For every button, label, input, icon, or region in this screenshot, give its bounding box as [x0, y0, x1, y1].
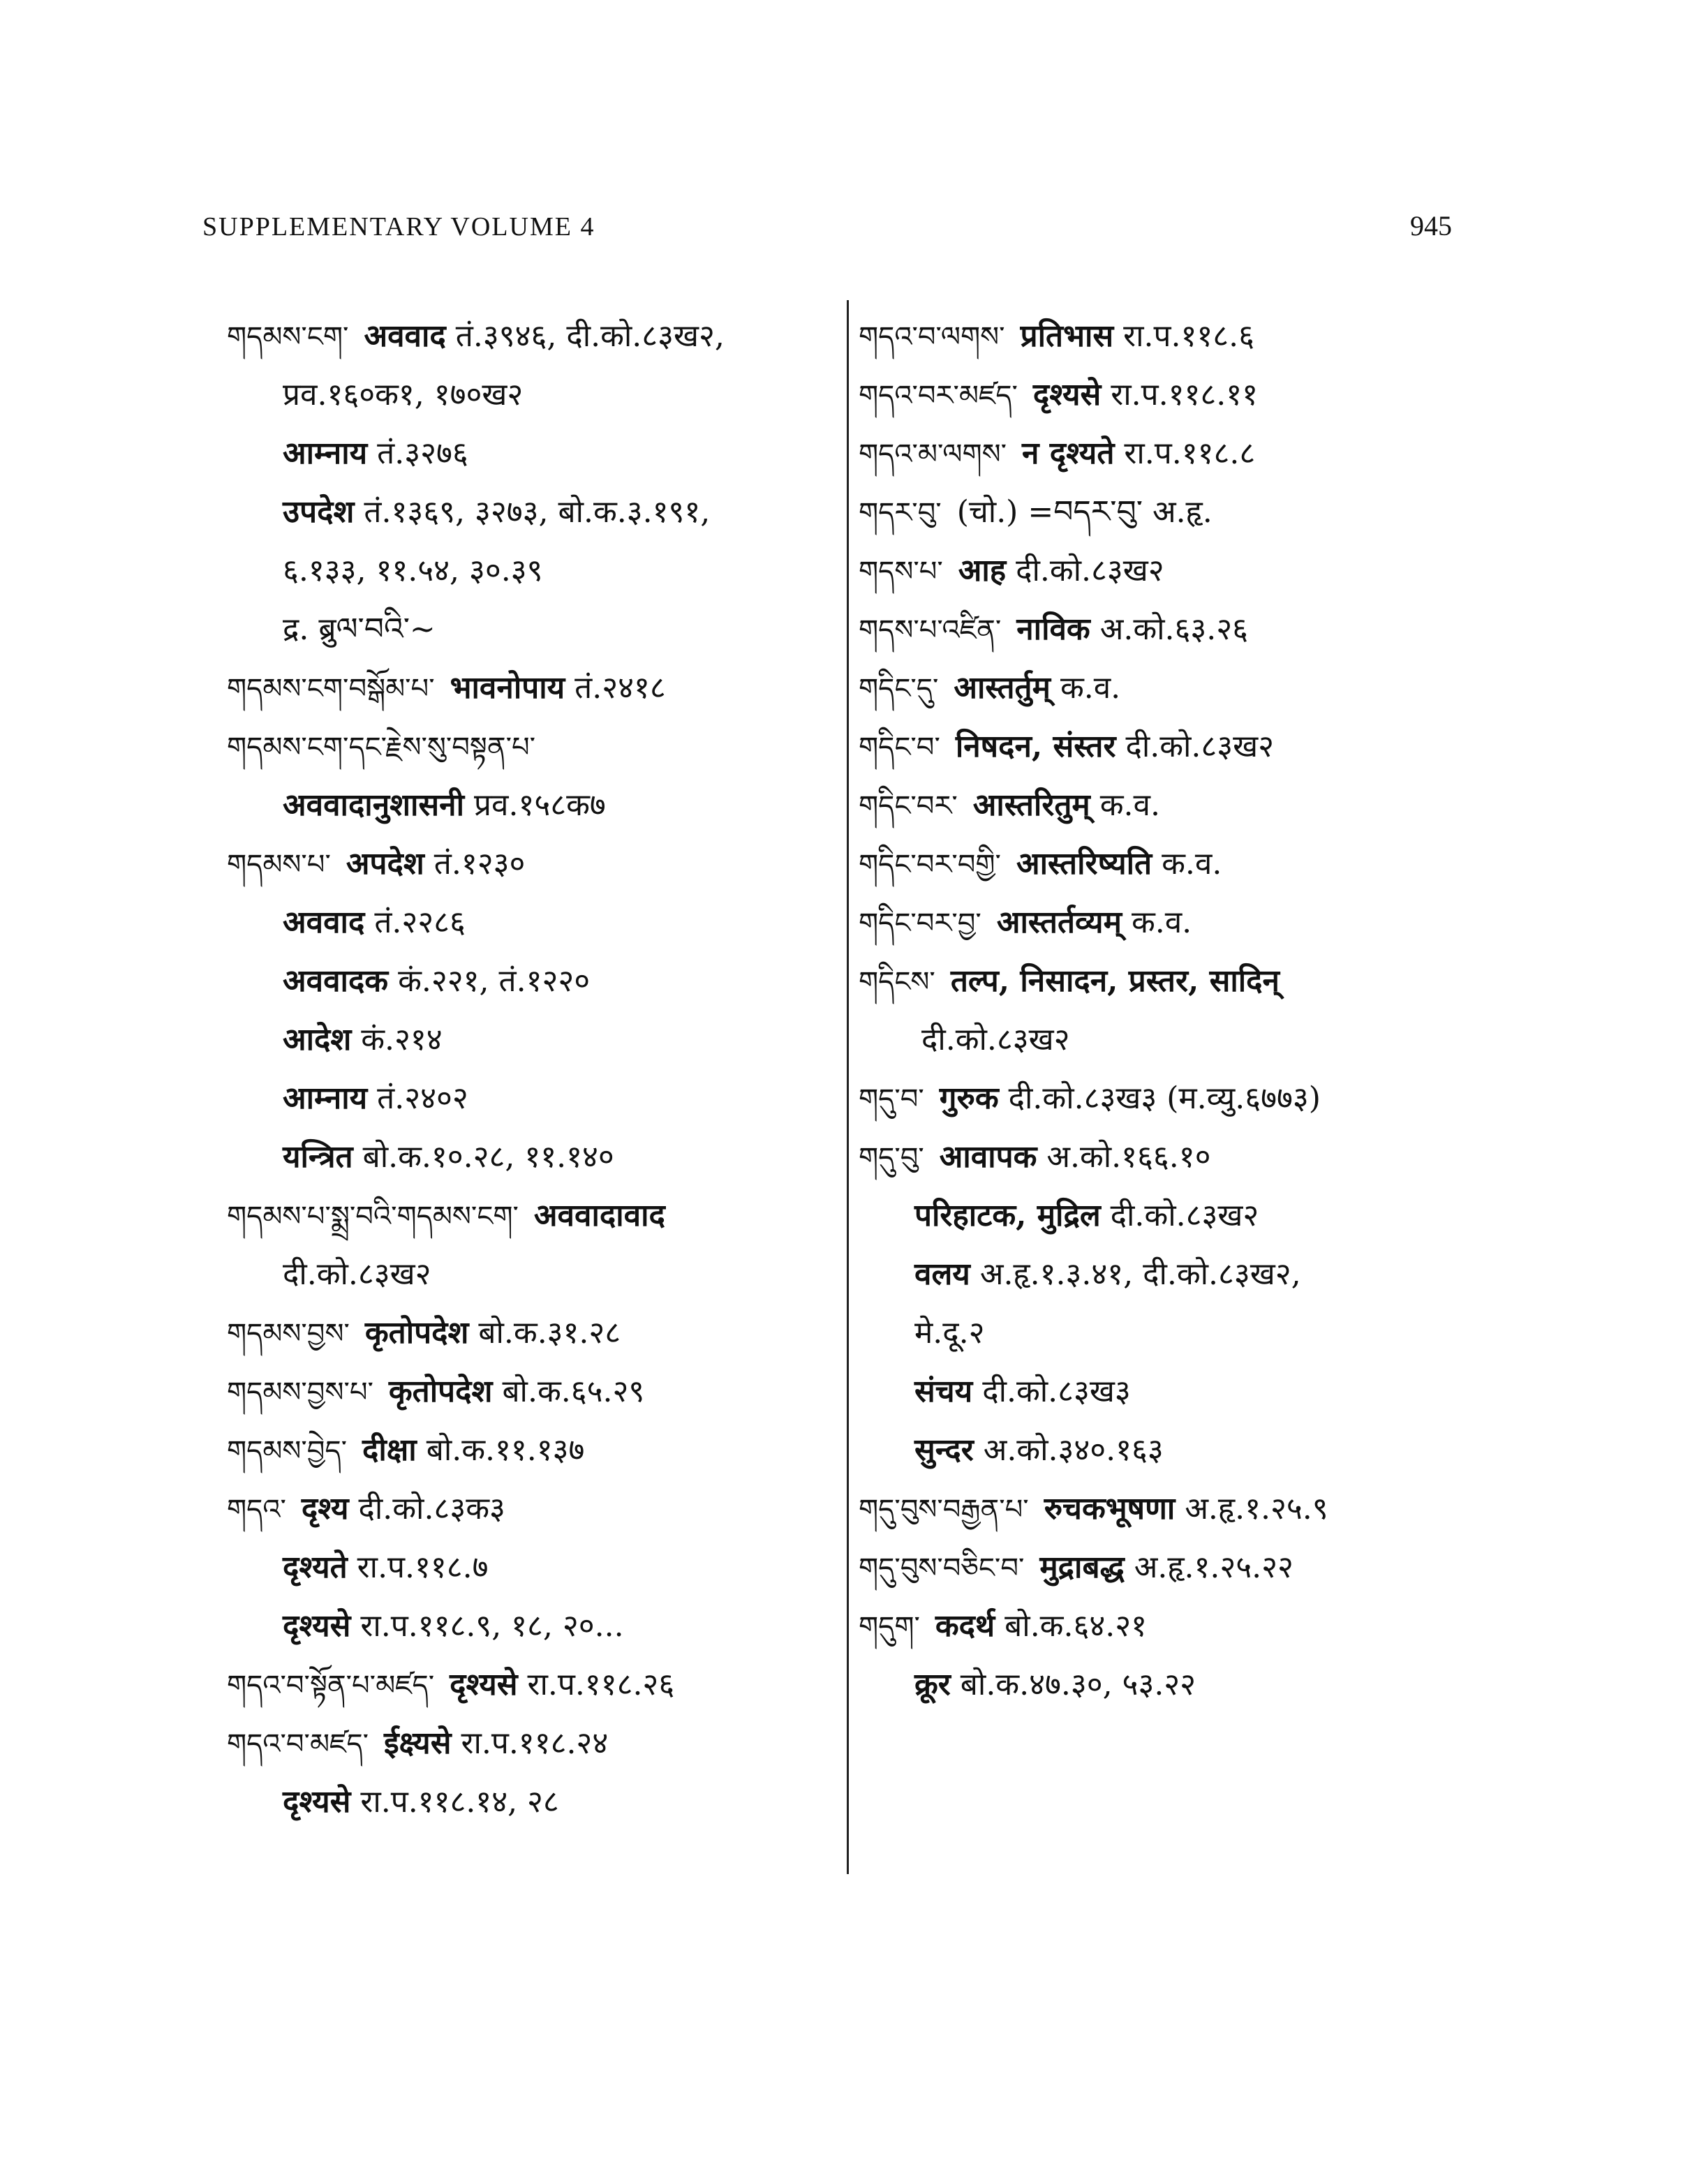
sanskrit-equivalent: दृश्यसे — [450, 1667, 518, 1702]
dictionary-entry — [859, 1069, 1459, 1128]
source-reference: रा.प.११८.१४, २८ — [360, 1784, 559, 1820]
tibetan-headword: གདའ་མ་ལགས་ — [859, 438, 1007, 470]
running-head: SUPPLEMENTARY VOLUME 4 — [202, 212, 595, 242]
sanskrit-equivalent: अववाद — [283, 905, 365, 940]
dictionary-entry — [859, 776, 1459, 835]
tibetan-headword: གདམས་ངག་དང་རྗེས་སུ་བསྟན་པ་ — [227, 731, 536, 764]
dictionary-entry — [227, 483, 841, 542]
dictionary-entry — [859, 952, 1459, 1011]
sanskrit-equivalent: सुन्दर — [914, 1432, 974, 1468]
dictionary-entry — [859, 1656, 1459, 1714]
sanskrit-equivalent: अववाद — [364, 318, 446, 354]
source-reference: तं.२४१८ — [575, 670, 666, 706]
source-reference: बो.क.६५.२९ — [502, 1374, 645, 1409]
source-reference: रा.प.११८.६ — [1123, 318, 1255, 354]
source-reference: क.व. — [1060, 670, 1121, 706]
source-reference: (चो.) =བདར་བུ་ अ.हृ. — [956, 494, 1213, 530]
source-reference: दी.को.८३क३ — [358, 1491, 505, 1526]
source-reference: क.व. — [1131, 905, 1192, 940]
source-reference: अ.हृ.१.२५.२२ — [1134, 1550, 1294, 1585]
dictionary-entry — [227, 1362, 841, 1421]
sanskrit-equivalent: वलय — [914, 1256, 970, 1292]
tibetan-headword: གདུ་བ་ — [859, 1083, 924, 1115]
source-reference: तं.३९४६, दी.को.८३ख२, — [455, 318, 725, 354]
source-reference: प्रव.१६०क१, १७०ख२ — [283, 377, 524, 413]
sanskrit-equivalent: तल्प, निसादन, प्रस्तर, सादिन् — [950, 963, 1280, 999]
source-reference: प्रव.१५८क७ — [474, 787, 606, 823]
dictionary-entry — [859, 1245, 1459, 1304]
tibetan-headword: གདའ་ — [227, 1494, 286, 1526]
sanskrit-equivalent: अववादक — [283, 963, 389, 999]
sanskrit-equivalent: उपदेश — [283, 494, 355, 530]
source-reference: अ.को.६३.२६ — [1099, 611, 1249, 647]
dictionary-entry — [227, 1011, 841, 1069]
tibetan-headword: གདའ་བ་སྟོན་པ་མཛད་ — [227, 1670, 435, 1702]
tibetan-headword: གདས་པ་འཛིན་ — [859, 614, 1002, 646]
sanskrit-equivalent: भावनोपाय — [450, 670, 565, 706]
tibetan-headword: གདུག་ — [859, 1611, 920, 1643]
tibetan-headword: གདུ་བུ་ — [859, 1142, 924, 1174]
tibetan-headword: གདམས་བྱེད་ — [227, 1435, 347, 1467]
tibetan-headword: གདའ་བ་ལགས་ — [859, 321, 1005, 353]
source-reference: रा.प.११८.२४ — [461, 1725, 609, 1761]
sanskrit-equivalent: आस्तरितुम् — [972, 787, 1090, 823]
dictionary-entry — [227, 1656, 841, 1714]
tibetan-headword: གདམས་པ་ — [227, 849, 331, 881]
source-reference: बो.क.४७.३०, ५३.२२ — [960, 1667, 1196, 1702]
dictionary-entry — [859, 1011, 1459, 1069]
tibetan-headword: གདུ་བུས་བརྒྱན་པ་ — [859, 1494, 1029, 1526]
tibetan-headword: གདིང་བར་བགྱི་ — [859, 849, 1001, 881]
source-reference: अ.हृ.१.३.४१, दी.को.८३ख२, — [979, 1256, 1301, 1292]
sanskrit-equivalent: गुरुक — [939, 1080, 999, 1116]
dictionary-entry — [227, 1480, 841, 1538]
sanskrit-equivalent: अपदेश — [346, 846, 424, 882]
tibetan-headword: གདམས་པ་སྨྲ་བའི་གདམས་ངག་ — [227, 1201, 519, 1233]
dictionary-entry — [859, 1538, 1459, 1597]
dictionary-entry — [227, 1187, 841, 1245]
sanskrit-equivalent: कदर्थ — [935, 1608, 995, 1644]
sanskrit-equivalent: यन्त्रित — [283, 1139, 353, 1175]
source-reference: दी.को.८३ख२ — [1110, 1198, 1259, 1233]
source-reference: रा.प.११८.९, १८, २०... — [360, 1608, 624, 1644]
sanskrit-equivalent: दीक्षा — [362, 1432, 417, 1468]
sanskrit-equivalent: दृश्यसे — [1032, 377, 1102, 413]
source-reference: अ.हृ.१.२५.९ — [1185, 1491, 1328, 1526]
source-reference: अ.को.१६६.१० — [1046, 1139, 1211, 1175]
dictionary-entry — [227, 835, 841, 893]
sanskrit-equivalent: दृश्यसे — [283, 1784, 351, 1820]
source-reference: रा.प.११८.११ — [1111, 377, 1258, 413]
tibetan-headword: གདམས་ངག་བསྒོམ་པ་ — [227, 673, 435, 705]
source-reference: दी.को.८३ख२ — [921, 1022, 1070, 1057]
sanskrit-equivalent: दृश्यसे — [283, 1608, 351, 1644]
dictionary-entry — [859, 483, 1459, 542]
source-reference: दी.को.८३ख२ — [283, 1256, 431, 1292]
source-reference: द्र. ब्रुལ་བའི་~ — [283, 611, 436, 647]
sanskrit-equivalent: आस्तर्तव्यम् — [996, 905, 1122, 940]
dictionary-entry — [227, 1128, 841, 1187]
sanskrit-equivalent: क्रूर — [914, 1667, 951, 1702]
source-reference: अ.को.३४०.१६३ — [983, 1432, 1164, 1468]
sanskrit-equivalent: परिहाटक, मुद्रिल — [914, 1198, 1101, 1233]
sanskrit-equivalent: आवापक — [939, 1139, 1037, 1175]
sanskrit-equivalent: रुचकभूषणा — [1044, 1491, 1176, 1526]
source-reference: दी.को.८३ख२ — [1125, 729, 1275, 764]
source-reference: तं.३२७६ — [377, 436, 468, 471]
sanskrit-equivalent: दृश्यते — [283, 1550, 348, 1585]
sanskrit-equivalent: कृतोपदेश — [364, 1315, 469, 1351]
source-reference: क.व. — [1099, 787, 1160, 823]
sanskrit-equivalent: दृश्य — [301, 1491, 349, 1526]
tibetan-headword: གདིང་བར་ — [859, 790, 958, 822]
source-reference: तं.१२३० — [433, 846, 526, 882]
tibetan-headword: གདིངས་ — [859, 966, 935, 998]
sanskrit-equivalent: आदेश — [283, 1022, 352, 1057]
source-reference: तं.२२८६ — [374, 905, 466, 940]
tibetan-headword: གདིང་དུ་ — [859, 673, 939, 705]
source-reference: कं.२१४ — [361, 1022, 443, 1057]
dictionary-entry — [859, 600, 1459, 659]
dictionary-entry — [227, 776, 841, 835]
dictionary-entry — [859, 718, 1459, 776]
source-reference: दी.को.८३ख२ — [1016, 553, 1164, 588]
sanskrit-equivalent: आस्तरिष्यति — [1016, 846, 1152, 882]
tibetan-headword: གདའ་བར་མཛད་ — [859, 380, 1018, 412]
sanskrit-equivalent: कृतोपदेश — [388, 1374, 493, 1409]
dictionary-entry — [859, 1362, 1459, 1421]
sanskrit-equivalent: नाविक — [1016, 611, 1090, 647]
dictionary-entry — [227, 1304, 841, 1362]
left-column — [227, 307, 841, 1832]
sanskrit-equivalent: प्रतिभास — [1020, 318, 1114, 354]
sanskrit-equivalent: संचय — [914, 1374, 973, 1409]
dictionary-entry — [227, 1069, 841, 1128]
dictionary-entry — [227, 1597, 841, 1656]
source-reference: बो.क.१०.२८, ११.१४० — [362, 1139, 614, 1175]
source-reference: बो.क.३१.२८ — [478, 1315, 621, 1351]
sanskrit-equivalent: आह — [958, 553, 1007, 588]
tibetan-headword: གདས་པ་ — [859, 556, 943, 588]
tibetan-headword: གདར་བུ་ — [859, 497, 942, 529]
sanskrit-equivalent: न दृश्यते — [1022, 436, 1115, 471]
dictionary-entry — [859, 1304, 1459, 1362]
source-reference: दी.को.८३ख३ — [982, 1374, 1131, 1409]
tibetan-headword: གདམས་བྱས་ — [227, 1318, 350, 1350]
source-reference: रा.प.११८.२६ — [527, 1667, 675, 1702]
right-column — [859, 307, 1459, 1714]
sanskrit-equivalent: अववादानुशासनी — [283, 787, 464, 823]
dictionary-entry — [859, 542, 1459, 600]
dictionary-entry — [227, 1538, 841, 1597]
source-reference: रा.प.११८.८ — [1124, 436, 1256, 471]
tibetan-headword: གདམས་བྱས་པ་ — [227, 1376, 373, 1409]
dictionary-entry — [859, 1597, 1459, 1656]
dictionary-entry — [227, 718, 841, 776]
dictionary-entry — [859, 1128, 1459, 1187]
dictionary-entry — [227, 424, 841, 483]
source-reference: दी.को.८३ख३ (म.व्यु.६७७३) — [1008, 1080, 1321, 1116]
source-reference: ६.१३३, ११.५४, ३०.३९ — [283, 553, 543, 588]
dictionary-entry — [227, 307, 841, 366]
sanskrit-equivalent: आस्तर्तुम् — [954, 670, 1051, 706]
dictionary-entry — [227, 893, 841, 952]
source-reference: तं.२४०२ — [377, 1080, 468, 1116]
tibetan-headword: གདིང་བ་ — [859, 731, 940, 764]
source-reference: बो.क.११.१३७ — [426, 1432, 585, 1468]
dictionary-entry — [859, 366, 1459, 424]
dictionary-entry — [859, 1480, 1459, 1538]
dictionary-entry — [227, 1421, 841, 1480]
source-reference: तं.१३६९, ३२७३, बो.क.३.१९१, — [364, 494, 711, 530]
tibetan-headword: གདུ་བུས་བཅིང་བ་ — [859, 1552, 1025, 1584]
dictionary-entry — [859, 307, 1459, 366]
dictionary-entry — [859, 1187, 1459, 1245]
dictionary-entry — [227, 659, 841, 718]
source-reference: बो.क.६४.२१ — [1005, 1608, 1147, 1644]
dictionary-entry — [227, 542, 841, 600]
dictionary-entry — [227, 1773, 841, 1832]
page-header — [202, 209, 1452, 251]
sanskrit-equivalent: ईक्ष्यसे — [384, 1725, 452, 1761]
dictionary-entry — [227, 366, 841, 424]
dictionary-entry — [859, 835, 1459, 893]
dictionary-entry — [227, 1245, 841, 1304]
source-reference: मे.दू.२ — [914, 1315, 985, 1351]
sanskrit-equivalent: आम्नाय — [283, 1080, 368, 1116]
column-divider — [847, 300, 849, 1874]
tibetan-headword: གདམས་ངག་ — [227, 321, 349, 353]
sanskrit-equivalent: अववादावाद — [533, 1198, 665, 1233]
sanskrit-equivalent: आम्नाय — [283, 436, 368, 471]
page-number: 945 — [1410, 210, 1452, 242]
source-reference: क.व. — [1162, 846, 1222, 882]
source-reference: रा.प.११८.७ — [357, 1550, 489, 1585]
dictionary-entry — [859, 659, 1459, 718]
sanskrit-equivalent: निषदन, संस्तर — [955, 729, 1116, 764]
tibetan-headword: གདིང་བར་བྱ་ — [859, 907, 981, 939]
dictionary-entry — [859, 424, 1459, 483]
dictionary-entry — [227, 600, 841, 659]
sanskrit-equivalent: मुद्राबद्ध — [1039, 1550, 1125, 1585]
tibetan-headword: གདའ་བ་མཛད་ — [227, 1728, 369, 1760]
dictionary-entry — [227, 952, 841, 1011]
dictionary-entry — [859, 893, 1459, 952]
source-reference: कं.२२१, तं.१२२० — [398, 963, 591, 999]
dictionary-entry — [227, 1714, 841, 1773]
dictionary-entry — [859, 1421, 1459, 1480]
